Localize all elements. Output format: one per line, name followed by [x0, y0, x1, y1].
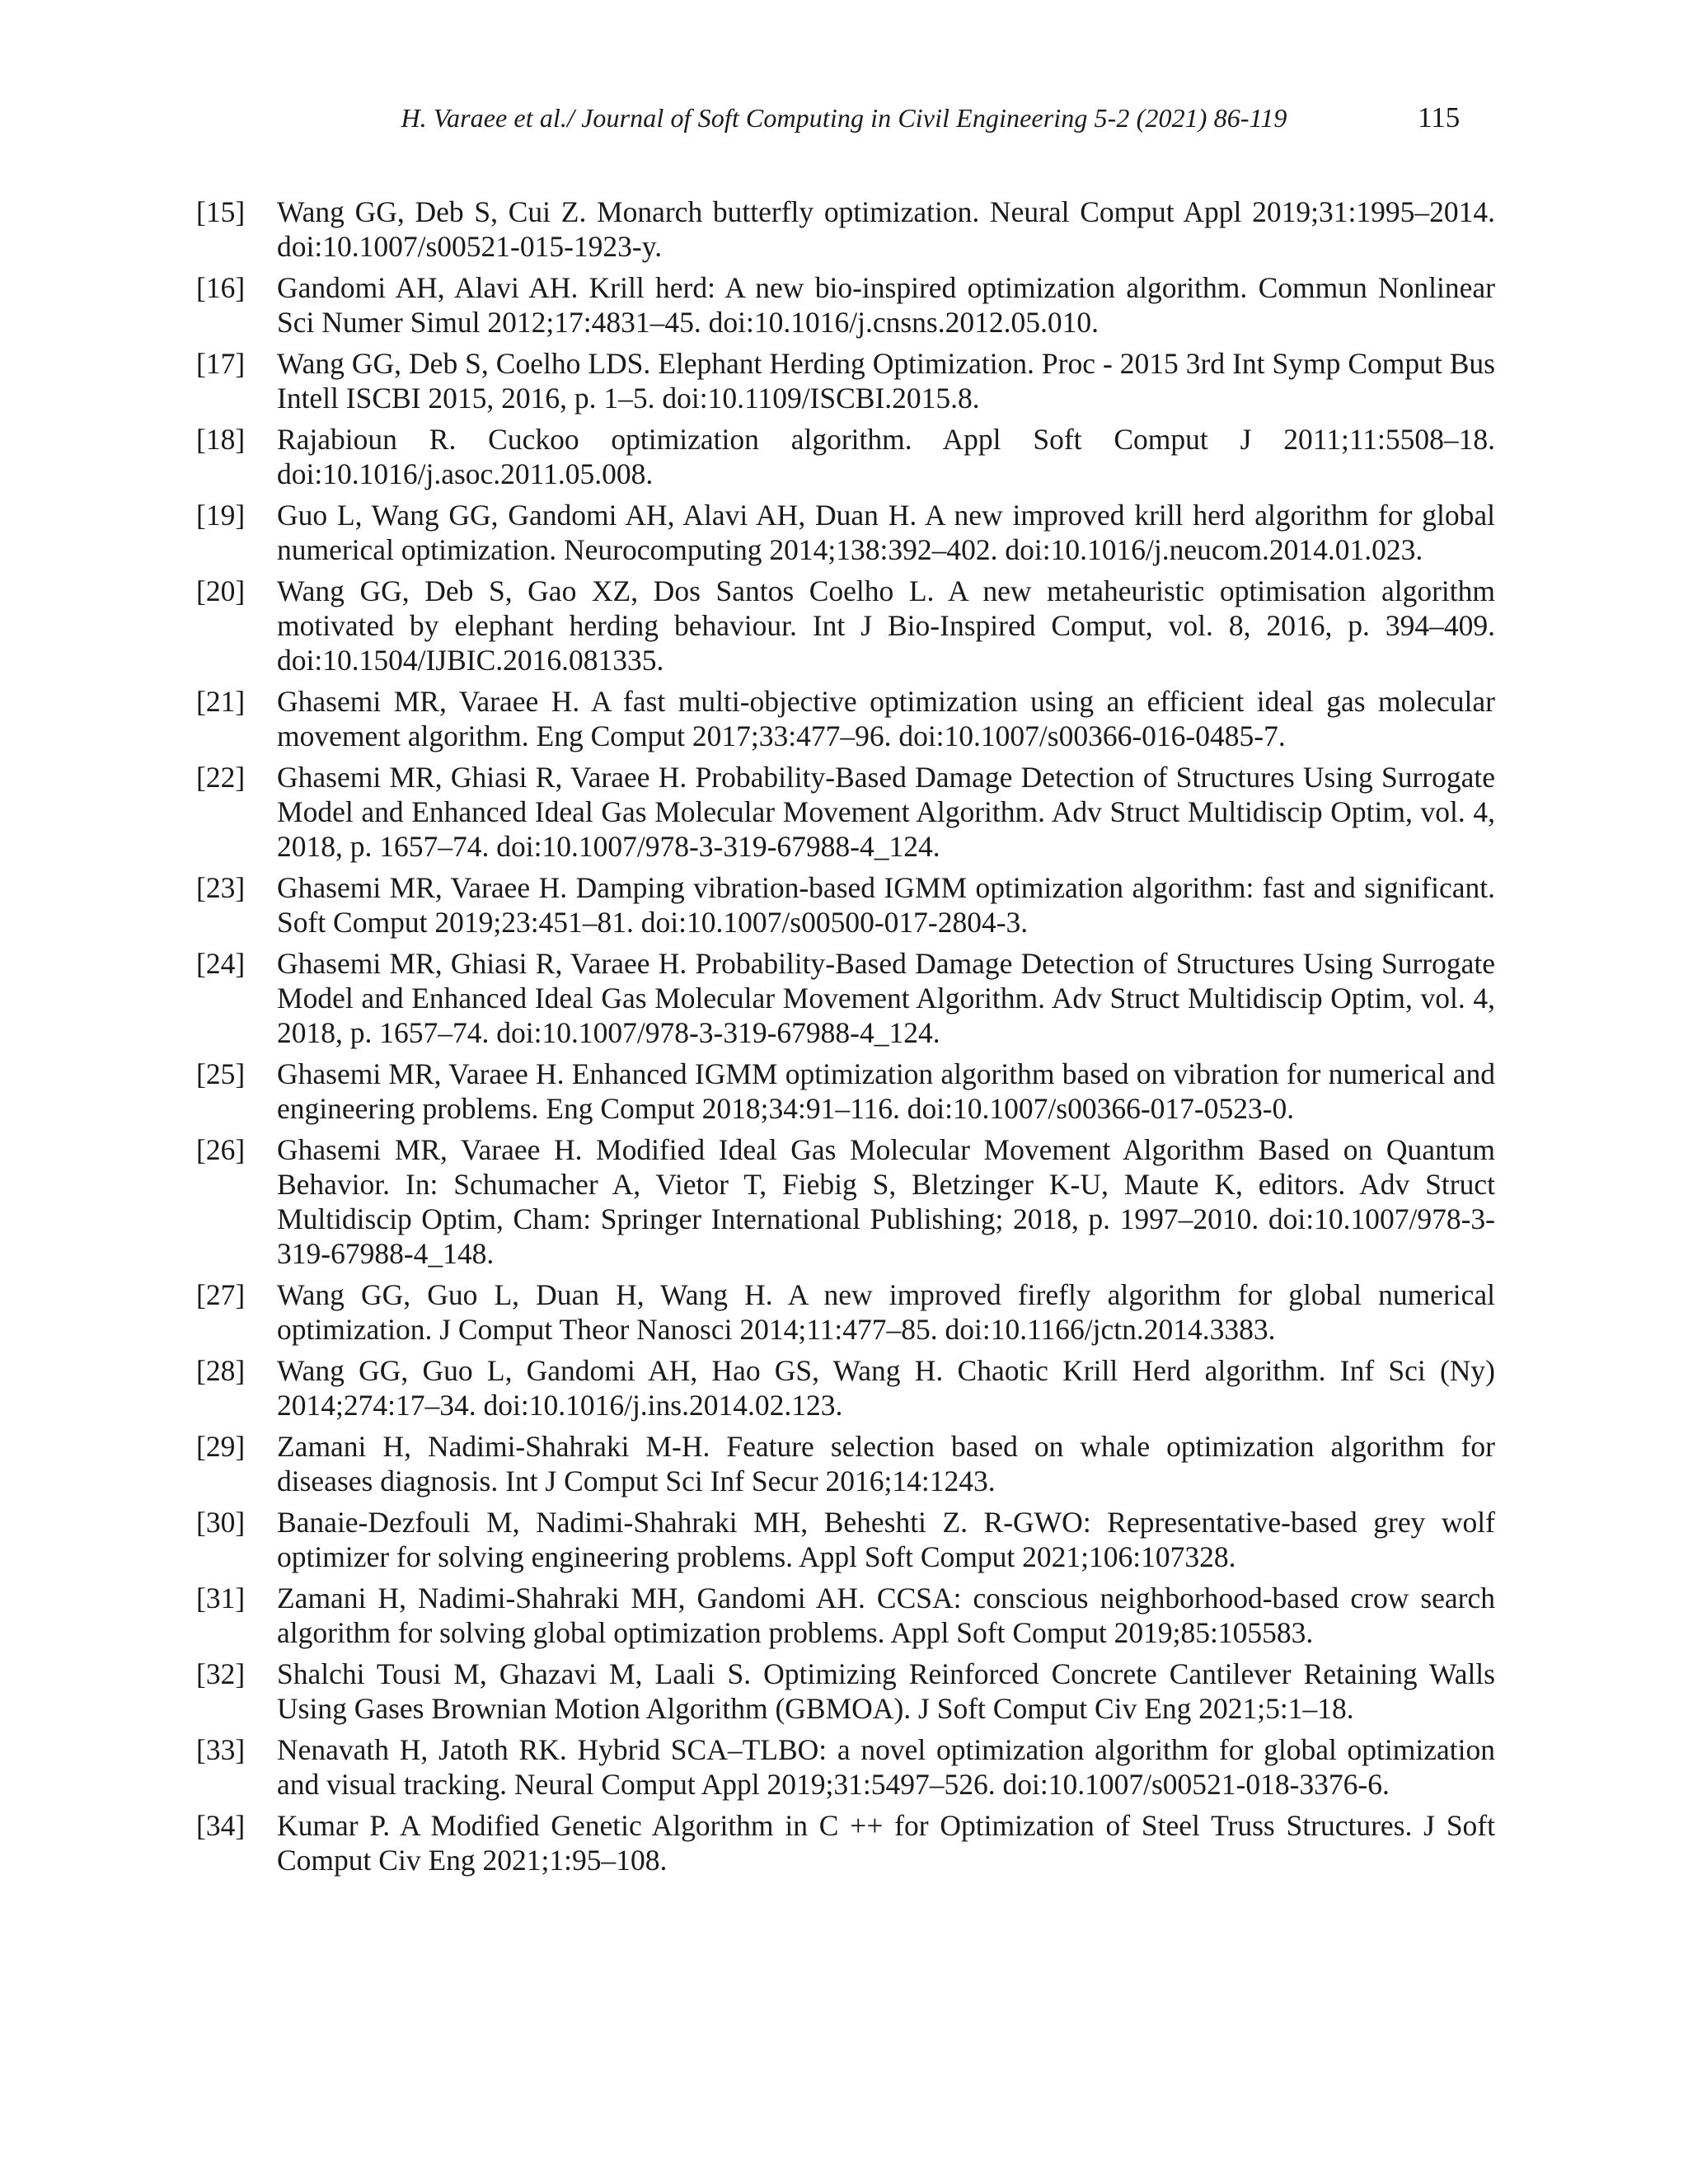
reference-text: Wang GG, Guo L, Gandomi AH, Hao GS, Wang H. Chaotic Krill Herd algorithm. Inf Sci (Ny) 2014;274:17–34. doi:10.1016/j.ins.2014.02.123.: [277, 1354, 1495, 1422]
reference-number: [22]: [196, 761, 246, 794]
reference-item-31: [196, 1581, 1495, 1650]
reference-item-23: [196, 870, 1495, 940]
reference-text: Ghasemi MR, Varaee H. Enhanced IGMM optimization algorithm based on vibration for numerical and engineering problems. Eng Comput 2018;34:91–116. doi:10.1007/s00366-017-0523-0.: [277, 1057, 1495, 1125]
reference-text: Wang GG, Guo L, Duan H, Wang H. A new improved firefly algorithm for global numerical optimization. J Comput Theor Nanosci 2014;11:477–85. doi:10.1166/jctn.2014.3383.: [277, 1278, 1495, 1346]
reference-number: [32]: [196, 1657, 246, 1690]
reference-item-18: [196, 422, 1495, 491]
reference-text: Ghasemi MR, Ghiasi R, Varaee H. Probability-Based Damage Detection of Structures Using Surrogate Model and Enhanced Ideal Gas Molecular Movement Algorithm. Adv Struct Multidiscip Optim, vol. 4, 2018, p. 1657–74. doi:10.1007/978-3-319-67988-4_124.: [277, 761, 1495, 863]
reference-item-29: [196, 1429, 1495, 1498]
reference-text: Ghasemi MR, Varaee H. Modified Ideal Gas Molecular Movement Algorithm Based on Quantum Behavior. In: Schumacher A, Vietor T, Fiebig S, Bletzinger K-U, Maute K, editors. Adv Struct Multidiscip Optim, Cham: Springer International Publishing; 2018, p. 1997–2010. doi:10.1007/978-3-319-67988-4_148.: [277, 1133, 1495, 1270]
reference-number: [16]: [196, 271, 246, 304]
reference-text: Rajabioun R. Cuckoo optimization algorithm. Appl Soft Comput J 2011;11:5508–18. doi:10.1016/j.asoc.2011.05.008.: [277, 423, 1495, 490]
reference-item-33: [196, 1732, 1495, 1802]
reference-item-28: [196, 1353, 1495, 1422]
reference-item-15: [196, 194, 1495, 264]
reference-item-20: [196, 574, 1495, 677]
reference-text: Wang GG, Deb S, Gao XZ, Dos Santos Coelho L. A new metaheuristic optimisation algorithm motivated by elephant herding behaviour. Int J Bio-Inspired Comput, vol. 8, 2016, p. 394–409. doi:10.1504/IJBIC.2016.081335.: [277, 574, 1495, 677]
reference-number: [19]: [196, 499, 246, 532]
reference-number: [20]: [196, 574, 246, 607]
reference-text: Nenavath H, Jatoth RK. Hybrid SCA–TLBO: a novel optimization algorithm for global optimization and visual tracking. Neural Comput Appl 2019;31:5497–526. doi:10.1007/s00521-018-3376-6.: [277, 1733, 1495, 1801]
reference-number: [25]: [196, 1057, 246, 1090]
reference-text: Shalchi Tousi M, Ghazavi M, Laali S. Optimizing Reinforced Concrete Cantilever Retaining Walls Using Gases Brownian Motion Algorithm (GBMOA). J Soft Comput Civ Eng 2021;5:1–18.: [277, 1657, 1495, 1725]
reference-item-22: [196, 760, 1495, 864]
reference-text: Ghasemi MR, Varaee H. Damping vibration-based IGMM optimization algorithm: fast and significant. Soft Comput 2019;23:451–81. doi:10.1007/s00500-017-2804-3.: [277, 871, 1495, 939]
reference-item-19: [196, 498, 1495, 567]
reference-number: [27]: [196, 1278, 246, 1311]
reference-number: [15]: [196, 195, 246, 228]
reference-number: [29]: [196, 1430, 246, 1463]
reference-text: Zamani H, Nadimi-Shahraki MH, Gandomi AH. CCSA: conscious neighborhood-based crow search algorithm for solving global optimization problems. Appl Soft Comput 2019;85:105583.: [277, 1582, 1495, 1649]
reference-item-24: [196, 946, 1495, 1050]
page-header: [0, 97, 1688, 138]
reference-number: [31]: [196, 1582, 246, 1615]
reference-text: Banaie-Dezfouli M, Nadimi-Shahraki MH, Beheshti Z. R-GWO: Representative-based grey wolf optimizer for solving engineering problems. Appl Soft Comput 2021;106:107328.: [277, 1506, 1495, 1573]
reference-text: Wang GG, Deb S, Coelho LDS. Elephant Herding Optimization. Proc - 2015 3rd Int Symp Comput Bus Intell ISCBI 2015, 2016, p. 1–5. doi:10.1109/ISCBI.2015.8.: [277, 347, 1495, 415]
reference-number: [24]: [196, 947, 246, 980]
reference-item-17: [196, 346, 1495, 415]
reference-item-30: [196, 1505, 1495, 1574]
reference-number: [18]: [196, 423, 246, 456]
reference-list: [196, 194, 1495, 1884]
reference-number: [17]: [196, 347, 246, 380]
reference-text: Kumar P. A Modified Genetic Algorithm in C ++ for Optimization of Steel Truss Structures. J Soft Comput Civ Eng 2021;1:95–108.: [277, 1809, 1495, 1877]
reference-number: [30]: [196, 1506, 246, 1539]
reference-text: Zamani H, Nadimi-Shahraki M-H. Feature selection based on whale optimization algorithm for diseases diagnosis. Int J Comput Sci Inf Secur 2016;14:1243.: [277, 1430, 1495, 1497]
reference-item-16: [196, 270, 1495, 340]
reference-number: [28]: [196, 1354, 246, 1387]
reference-item-34: [196, 1808, 1495, 1877]
reference-text: Guo L, Wang GG, Gandomi AH, Alavi AH, Duan H. A new improved krill herd algorithm for global numerical optimization. Neurocomputing 2014;138:392–402. doi:10.1016/j.neucom.2014.01.023.: [277, 499, 1495, 566]
page-number: 115: [1418, 101, 1461, 134]
reference-item-21: [196, 684, 1495, 753]
reference-text: Ghasemi MR, Ghiasi R, Varaee H. Probability-Based Damage Detection of Structures Using Surrogate Model and Enhanced Ideal Gas Molecular Movement Algorithm. Adv Struct Multidiscip Optim, vol. 4, 2018, p. 1657–74. doi:10.1007/978-3-319-67988-4_124.: [277, 947, 1495, 1049]
reference-item-26: [196, 1132, 1495, 1271]
reference-number: [34]: [196, 1809, 246, 1842]
reference-text: Wang GG, Deb S, Cui Z. Monarch butterfly optimization. Neural Comput Appl 2019;31:1995–2014. doi:10.1007/s00521-015-1923-y.: [277, 195, 1495, 263]
running-header-title: H. Varaee et al./ Journal of Soft Computing in Civil Engineering 5-2 (2021) 86-119: [401, 103, 1287, 133]
reference-text: Gandomi AH, Alavi AH. Krill herd: A new bio-inspired optimization algorithm. Commun Nonlinear Sci Numer Simul 2012;17:4831–45. doi:10.1016/j.cnsns.2012.05.010.: [277, 271, 1495, 339]
reference-item-27: [196, 1277, 1495, 1347]
reference-number: [33]: [196, 1733, 246, 1766]
reference-number: [26]: [196, 1133, 246, 1166]
reference-number: [23]: [196, 871, 246, 904]
reference-item-32: [196, 1657, 1495, 1726]
reference-number: [21]: [196, 685, 246, 718]
reference-item-25: [196, 1057, 1495, 1126]
reference-text: Ghasemi MR, Varaee H. A fast multi-objective optimization using an efficient ideal gas molecular movement algorithm. Eng Comput 2017;33:477–96. doi:10.1007/s00366-016-0485-7.: [277, 685, 1495, 752]
